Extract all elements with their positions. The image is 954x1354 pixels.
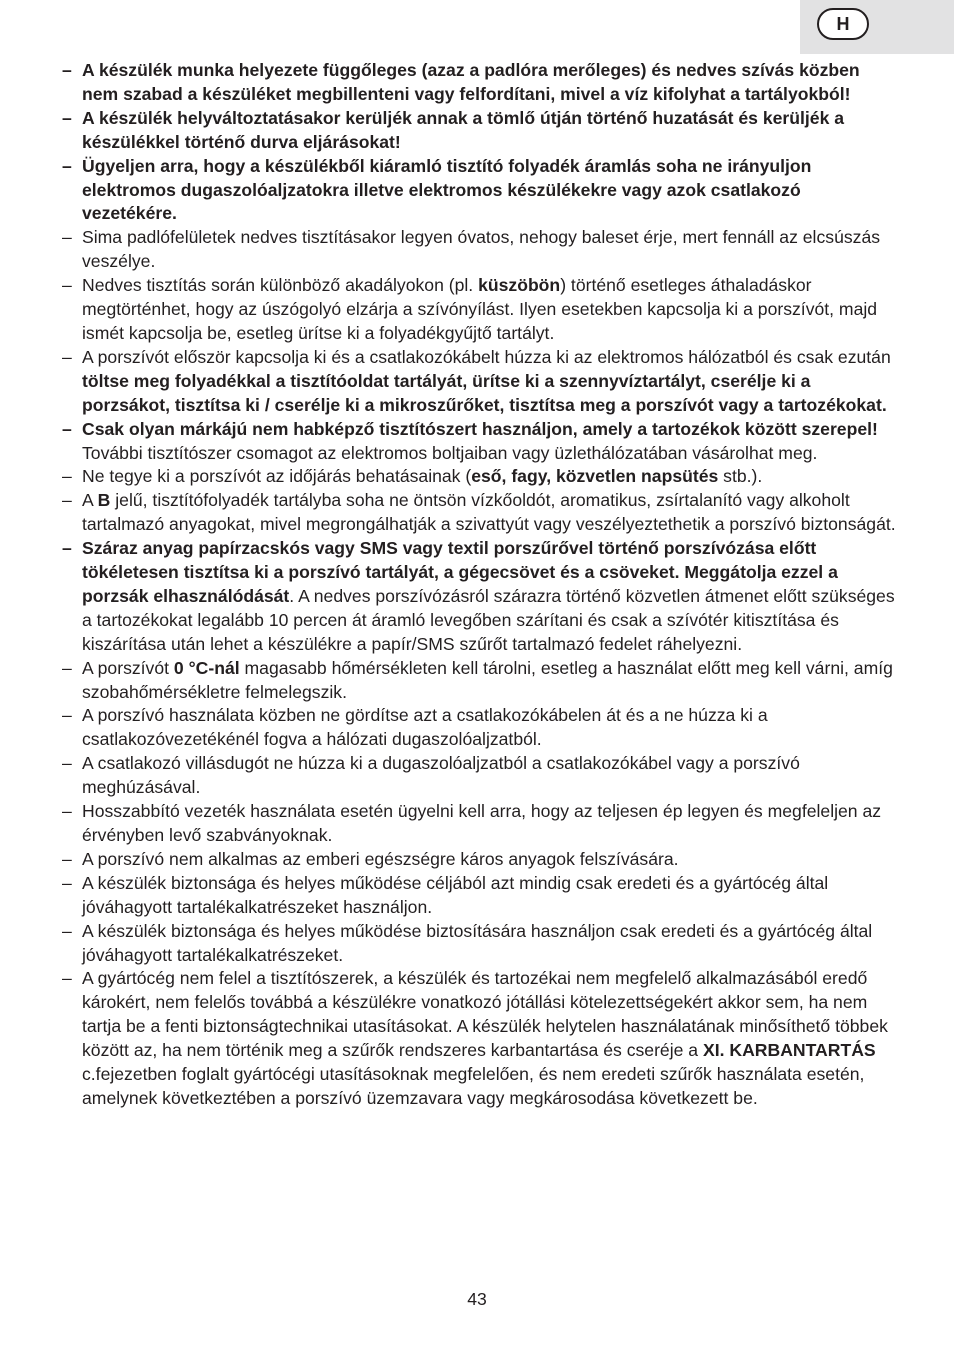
instruction-item: [62, 872, 898, 920]
bullet-dash: –: [62, 155, 72, 176]
bullet-dash: –: [62, 418, 72, 439]
instruction-item: [62, 657, 898, 705]
safety-instructions-list: [62, 59, 898, 1111]
instruction-text: A készülék biztonsága és helyes működése céljából azt mindig csak eredeti és a gyártócég által jóváhagyott tartalékalkatrészeket használjon.: [82, 872, 829, 917]
bullet-dash: –: [62, 275, 72, 296]
instruction-text: magasabb hőmérsékleten kell tárolni, esetleg a használat előtt meg kell várni, amíg szobahőmérsékletre felmelegszik.: [82, 657, 893, 702]
bullet-dash: –: [62, 490, 72, 511]
instruction-text: Sima padlófelületek nedves tisztításakor legyen óvatos, nehogy baleset érje, mert fennáll az elcsúszás veszélye.: [82, 227, 881, 272]
instruction-text: Ne tegye ki a porszívót az időjárás behatásainak (: [82, 466, 472, 487]
emphasized-text: 0 °C-nál: [173, 657, 240, 678]
bullet-dash: –: [62, 107, 72, 128]
instruction-text: A készülék biztonsága és helyes működése biztosítására használjon csak eredeti és a gyártócég által jóváhagyott tartalékalkatrészeket.: [82, 920, 873, 965]
bullet-dash: –: [62, 538, 72, 559]
instruction-text: ) történő esetleges áthaladáskor megtörténhet, hogy az úszógolyó elzárja a szívónyílást. Ilyen esetekben kapcsolja ki a porszívót, majd ismét kapcsolja be, esetleg ürítse ki a folyadékgyűjtő tartályt.: [82, 275, 878, 343]
instruction-text: A: [82, 490, 98, 511]
instruction-text: A porszívó nem alkalmas az emberi egészségre káros anyagok felszívására.: [82, 848, 679, 869]
instruction-text: A gyártócég nem felel a tisztítószerek, a készülék és tartozékai nem megfelelő alkalmazásából eredő károkért, nem felelős továbbá a készülékre vonatkozó jótállási kötelezettségekért akkor sem, ha nem tartja be a fenti biztonságtechnikai utasításokat. A készülék helytelen használatának minősíthető többek között az, ha nem történik meg a szűrők rendszeres karbantartása és cseréje a: [82, 968, 888, 1061]
bullet-dash: –: [62, 848, 72, 869]
instruction-text: A porszívót először kapcsolja ki és a csatlakozókábelt húzza ki az elektromos hálózatból és csak ezután: [82, 346, 891, 367]
instruction-text: A porszívót: [82, 657, 174, 678]
instruction-text: . A nedves porszívózásról szárazra történő közvetlen átmenet előtt szükséges a tartozékokat legalább 10 percen át áramló levegőben szárítani és csak a szívótér kitisztítása és kiszárítása után lehet a készülékre a papír/SMS szűrőt tartalmazó fedelet ráhelyezni.: [82, 585, 895, 654]
instruction-item: [62, 346, 898, 418]
emphasized-text: Ügyeljen arra, hogy a készülékből kiáramló tisztító folyadék áramlás soha ne irányuljon elektromos dugaszolóaljzatokra illetve elektromos készülékekre vagy azok csatlakozó vezetékére.: [82, 155, 812, 224]
bullet-dash: –: [62, 801, 72, 822]
instruction-text: c.fejezetben foglalt gyártócégi utasításoknak megfelelően, és nem eredeti szűrők használata esetén, amelynek következtében a porszívó üzemzavara vagy megkárosodása következett be.: [82, 1064, 865, 1108]
emphasized-text: XI. KARBANTARTÁS: [702, 1040, 876, 1061]
instruction-text: stb.).: [718, 466, 763, 487]
bullet-dash: –: [62, 753, 72, 774]
instruction-item: [62, 274, 898, 346]
bullet-dash: –: [62, 920, 72, 941]
instruction-item: [62, 59, 898, 107]
emphasized-text: eső, fagy, közvetlen napsütés: [471, 466, 719, 487]
instruction-text: A porszívó használata közben ne gördítse azt a csatlakozókábelen át és a ne húzza ki a csatlakozóvezetékénél fogva a hálózati dugaszolóaljzatból.: [82, 705, 768, 750]
emphasized-text: Száraz anyag papírzacskós vagy SMS vagy textil porszűrővel történő porszívózása előtt tökéletesen tisztítsa ki a porszívó tartályát, a gégecsövet és a csöveket. Meggátolja ezzel a porzsák elhasználódását: [82, 538, 838, 606]
instruction-text: Nedves tisztítás során különböző akadályokon (pl.: [82, 275, 479, 296]
bullet-dash: –: [62, 657, 72, 678]
emphasized-text: A készülék munka helyezete függőleges (azaz a padlóra merőleges) és nedves szívás közben nem szabad a készüléket megbillenteni vagy felfordítani, mivel a víz kifolyhat a tartályokból!: [82, 60, 860, 104]
instruction-item: [62, 418, 898, 466]
instruction-item: [62, 155, 898, 227]
language-badge: H: [817, 8, 869, 40]
instruction-item: [62, 704, 898, 752]
bullet-dash: –: [62, 60, 72, 80]
emphasized-text: B: [97, 490, 111, 511]
bullet-dash: –: [62, 968, 72, 989]
emphasized-text: Csak olyan márkájú nem habképző tisztítószert használjon, amely a tartozékok között szerepel!: [82, 418, 878, 439]
instruction-text: jelű, tisztítófolyadék tartályba soha ne öntsön vízkőoldót, aromatikus, zsírtalanító vagy alkoholt tartalmazó anyagokat, mivel megrongálhatják a szivattyút vagy veszélyeztethetik a porszívó biztonságát.: [82, 490, 896, 535]
bullet-dash: –: [62, 705, 72, 726]
page-number: 43: [467, 1289, 487, 1309]
instruction-item: [62, 107, 898, 155]
instruction-item: [62, 848, 898, 872]
bullet-dash: –: [62, 872, 72, 893]
instruction-item: [62, 465, 898, 489]
bullet-dash: –: [62, 227, 72, 248]
instruction-item: [62, 920, 898, 968]
instruction-item: [62, 489, 898, 537]
instruction-text: A csatlakozó villásdugót ne húzza ki a dugaszolóaljzatból a csatlakozókábel vagy a porszívó meghúzásával.: [82, 753, 800, 798]
instruction-text: További tisztítószer csomagot az elektromos boltjaiban vagy üzlethálózatában vásárolhat meg.: [82, 442, 818, 463]
bullet-dash: –: [62, 466, 72, 487]
language-tab: [800, 0, 954, 54]
instruction-item: [62, 752, 898, 800]
emphasized-text: küszöbön: [478, 275, 561, 296]
emphasized-text: A készülék helyváltoztatásakor kerüljék annak a tömlő útján történő huzatását és kerüljék a készülékkel történő durva eljárásokat!: [82, 107, 845, 152]
instruction-text: Hosszabbító vezeték használata esetén ügyelni kell arra, hogy az teljesen ép legyen és megfeleljen az érvényben levő szabványoknak.: [82, 801, 882, 845]
instruction-item: [62, 226, 898, 274]
instruction-item: [62, 537, 898, 657]
emphasized-text: töltse meg folyadékkal a tisztítóoldat tartályát, ürítse ki a szennyvíztartályt, cserélje ki a porzsákot, tisztítsa ki / cserélje ki a mikroszűrőket, tisztítsa meg a porszívót vagy a tartozékokat.: [82, 370, 887, 415]
bullet-dash: –: [62, 346, 72, 367]
instruction-item: [62, 800, 898, 848]
instruction-item: [62, 967, 898, 1110]
